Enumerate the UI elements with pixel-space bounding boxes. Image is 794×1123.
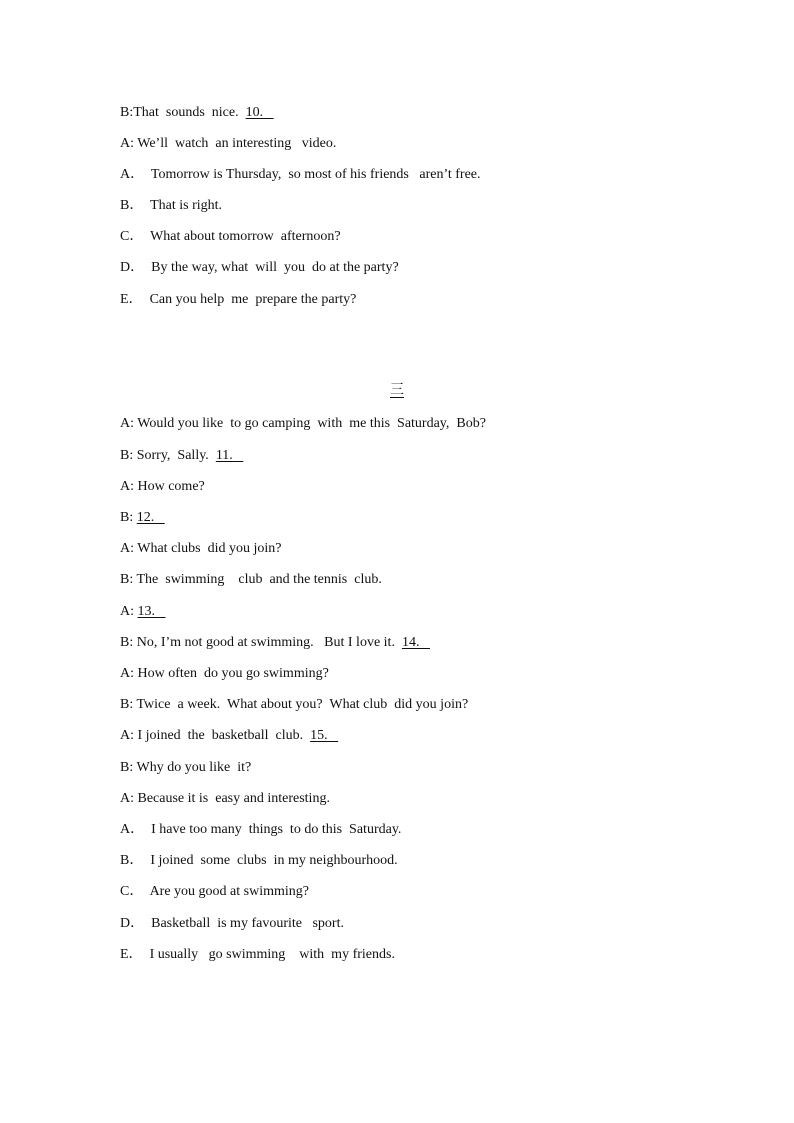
option-text: I have too many things to do this Saturday. [144,822,402,837]
option-text: Can you help me prepare the party? [142,292,357,307]
dialogue-text: Would you like to go camping with me this Saturday, Bob? [134,416,486,431]
answer-blank-13: 13. [137,604,166,619]
dialogue-line [120,571,382,589]
dialogue-line [120,634,430,652]
dialogue-line [120,727,338,745]
speaker: A: [120,541,134,556]
dialogue-line [120,447,243,465]
dialogue-line [120,665,329,683]
dialogue-text: How come? [134,479,205,494]
option-letter: A． [120,822,145,837]
dialogue-text: Why do you like it? [133,760,252,775]
dialogue-text: We’ll watch an interesting video. [134,136,337,151]
option-letter: B． [120,853,144,868]
option-letter: A． [120,167,145,182]
option-text: I usually go swimming with my friends. [142,947,395,962]
answer-blank-11: 11. [215,448,244,463]
option-letter: C． [120,884,144,899]
speaker: B: [120,105,134,120]
option-line [120,228,341,246]
option-letter: D． [120,916,145,931]
dialogue-text: No, I’m not good at swimming. But I love it. [133,635,402,650]
option-line [120,166,481,184]
speaker: A: [120,604,134,619]
speaker: B: [120,572,134,587]
speaker: A: [120,416,134,431]
speaker: B: [120,448,134,463]
option-letter: E． [120,947,143,962]
dialogue-text: The swimming club and the tennis club. [133,572,382,587]
option-line [120,197,222,215]
speaker: A: [120,136,134,151]
option-text: I joined some clubs in my neighbourhood. [143,853,398,868]
dialogue-line [120,135,336,153]
answer-blank-14: 14. [401,635,430,650]
dialogue-line [120,509,165,527]
dialogue-line [120,603,166,621]
option-line [120,946,395,964]
option-line [120,821,401,839]
dialogue-text: Twice a week. What about you? What club did you join? [133,697,469,712]
option-line [120,259,399,277]
speaker: B: [120,510,134,525]
option-line [120,852,398,870]
dialogue-line [120,790,330,808]
dialogue-text: I joined the basketball club. [134,728,311,743]
dialogue-text: Because it is easy and interesting. [134,791,330,806]
dialogue-line [120,415,486,433]
speaker: A: [120,791,134,806]
dialogue-text: How often do you go swimming? [134,666,329,681]
option-text: Are you good at swimming? [143,884,309,899]
option-text: Basketball is my favourite sport. [144,916,344,931]
speaker: A: [120,479,134,494]
dialogue-text: Sorry, Sally. [133,448,216,463]
option-text: What about tomorrow afternoon? [143,229,341,244]
dialogue-line [120,696,468,714]
speaker: A: [120,728,134,743]
option-letter: E． [120,292,143,307]
answer-blank-15: 15. [310,728,339,743]
speaker: B: [120,697,134,712]
option-text: By the way, what will you do at the party? [144,260,399,275]
speaker: B: [120,760,134,775]
section-heading: 三 [390,383,404,398]
option-line [120,291,356,309]
dialogue-line [120,540,282,558]
option-text: Tomorrow is Thursday, so most of his friends aren’t free. [144,167,481,182]
speaker: B: [120,635,134,650]
dialogue-line [120,478,205,496]
option-line [120,915,344,933]
option-text: That is right. [143,198,223,213]
answer-blank-10: 10. [245,105,274,120]
dialogue-text: What clubs did you join? [134,541,282,556]
dialogue-text: That sounds nice. [133,105,246,120]
dialogue-line [120,759,251,777]
dialogue-line [120,104,274,122]
option-letter: B． [120,198,144,213]
option-line [120,883,309,901]
speaker: A: [120,666,134,681]
option-letter: C． [120,229,144,244]
answer-blank-12: 12. [136,510,165,525]
option-letter: D． [120,260,145,275]
